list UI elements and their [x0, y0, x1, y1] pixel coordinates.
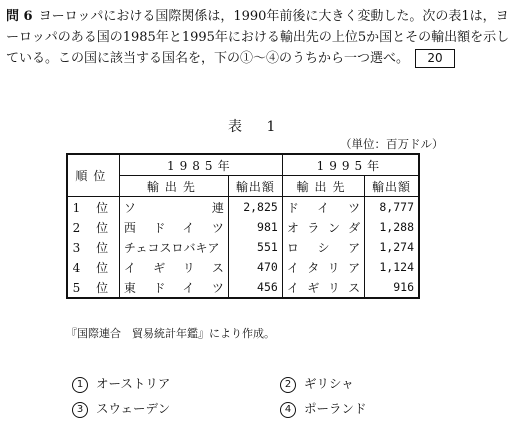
header-year-1995: 1995年: [282, 154, 419, 176]
dest-1995-cell: ドイツ: [282, 197, 364, 218]
value-1995-cell: 916: [365, 277, 419, 298]
value-1985-cell: 551: [228, 237, 282, 257]
choice-1[interactable]: [72, 374, 170, 393]
value-1985-cell: 470: [228, 257, 282, 277]
table-column-header: [67, 176, 419, 197]
header-value-1985: 輸出額: [228, 176, 282, 197]
choice-2[interactable]: [280, 374, 354, 393]
table-title: 表 1: [228, 119, 286, 135]
choice-4[interactable]: [280, 399, 367, 418]
value-1985-cell: 981: [228, 217, 282, 237]
dest-1985-cell: イギリス: [119, 257, 228, 277]
question-text: ヨーロッパにおける国際関係は，1990年前後に大きく変動した。次の表1は，ヨーロッパのある国の1985年と1995年における輸出先の上位5か国とその輸出額を示している。この国に該当する国名を，下の①〜④のうちから一つ選べ。: [6, 9, 510, 66]
choice-number-icon: 4: [280, 402, 296, 418]
table-row: [67, 277, 419, 298]
export-table: [66, 153, 420, 299]
question: [6, 6, 514, 69]
header-dest-1985: 輸出先: [119, 176, 228, 197]
table-unit: （単位：百万ドル）: [340, 137, 444, 151]
table-row: [67, 197, 419, 218]
dest-1985-cell: 西ドイツ: [119, 217, 228, 237]
dest-1995-cell: イギリス: [282, 277, 364, 298]
dest-1985-cell: ソ連: [119, 197, 228, 218]
choice-number-icon: 1: [72, 377, 88, 393]
value-1995-cell: 1,288: [365, 217, 419, 237]
choice-label: スウェーデン: [96, 401, 171, 416]
dest-1995-cell: ロシア: [282, 237, 364, 257]
table-row: [67, 257, 419, 277]
header-rank: 順位: [67, 154, 119, 197]
choice-number-icon: 2: [280, 377, 296, 393]
rank-cell: 5 位: [67, 277, 119, 298]
value-1985-cell: 2,825: [228, 197, 282, 218]
table-row: [67, 237, 419, 257]
value-1995-cell: 1,274: [365, 237, 419, 257]
choice-label: オーストリア: [96, 376, 171, 391]
choice-3[interactable]: [72, 399, 170, 418]
table-year-header: [67, 154, 419, 176]
rank-cell: 3 位: [67, 237, 119, 257]
value-1985-cell: 456: [228, 277, 282, 298]
choice-number-icon: 3: [72, 402, 88, 418]
dest-1995-cell: イタリア: [282, 257, 364, 277]
dest-1995-cell: オランダ: [282, 217, 364, 237]
header-year-1985: 1985年: [119, 154, 282, 176]
dest-1985-cell: チェコスロバキア: [119, 237, 228, 257]
choice-label: ポーランド: [304, 401, 367, 416]
rank-cell: 1 位: [67, 197, 119, 218]
answer-box[interactable]: 20: [415, 49, 455, 68]
rank-cell: 4 位: [67, 257, 119, 277]
question-number: 問 6: [6, 9, 33, 24]
rank-cell: 2 位: [67, 217, 119, 237]
value-1995-cell: 1,124: [365, 257, 419, 277]
table-source: 『国際連合 貿易統計年鑑』により作成。: [66, 327, 275, 340]
value-1995-cell: 8,777: [365, 197, 419, 218]
choice-label: ギリシャ: [304, 376, 354, 391]
header-value-1995: 輸出額: [365, 176, 419, 197]
dest-1985-cell: 東ドイツ: [119, 277, 228, 298]
header-dest-1995: 輸出先: [282, 176, 364, 197]
table-row: [67, 217, 419, 237]
